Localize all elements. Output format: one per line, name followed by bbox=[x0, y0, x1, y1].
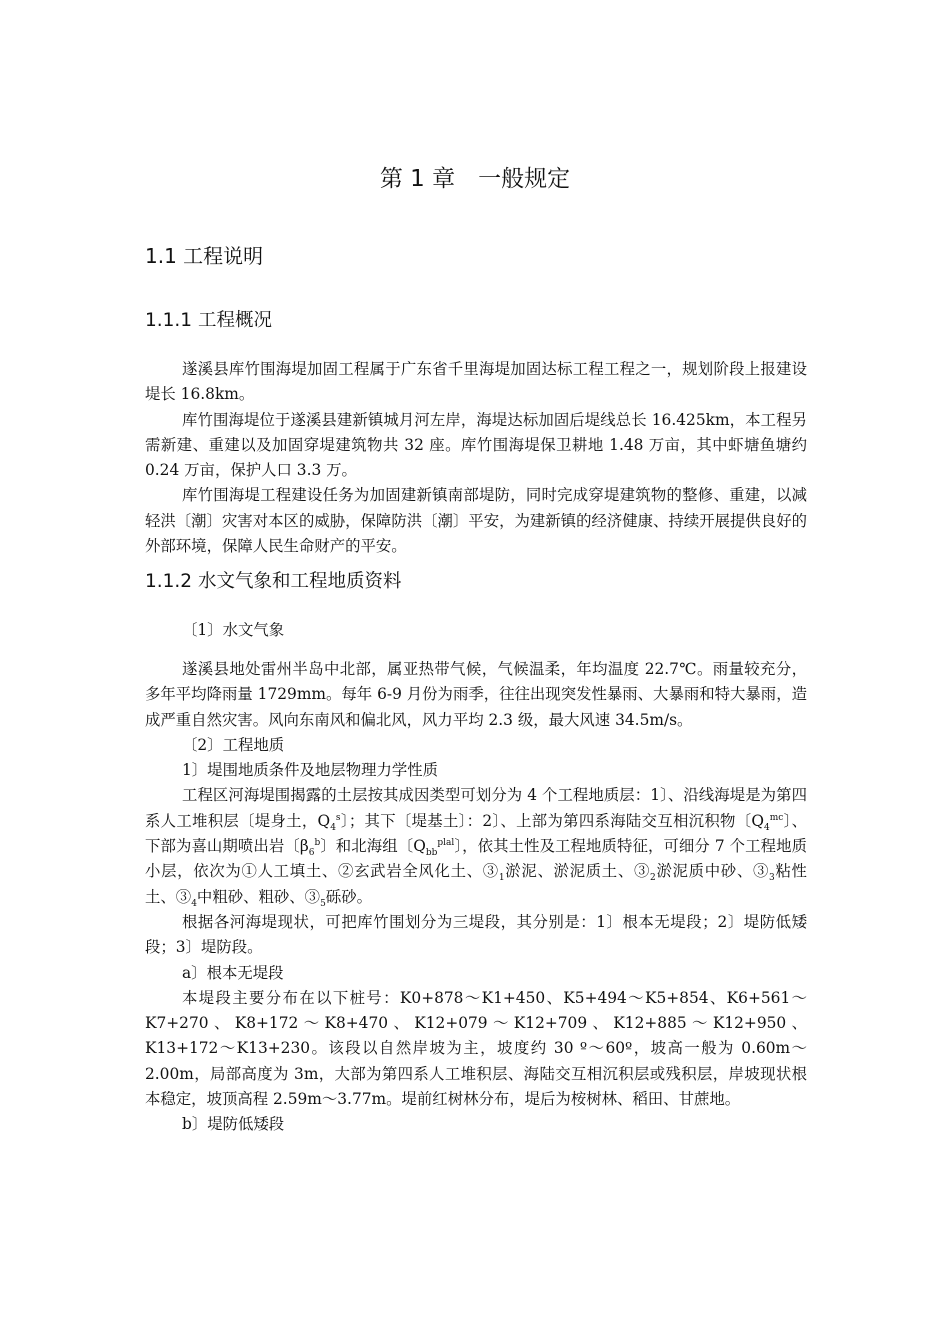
list-item: b〕堤防低矮段 bbox=[182, 1115, 285, 1134]
paragraph: 库竹围海堤位于遂溪县建新镇城月河左岸，海堤达标加固后堤线总长 16.425km，本工程另需新建、重建以及加固穿堤建筑物共 32 座。库竹围海堤保卫耕地 1.48 万亩，其中虾塘鱼塘约 0.24 万亩，保护人口 3.3 万。 bbox=[145, 410, 807, 480]
list-item-hydrology-heading bbox=[145, 618, 807, 643]
paragraph: 根据各河海堤现状，可把库竹围划分为三堤段，其分别是：1〕根本无堤段；2〕堤防低矮段；3〕堤防段。 bbox=[145, 912, 807, 957]
section-body-1-1-1 bbox=[145, 357, 807, 559]
paragraph: 遂溪县地处雷州半岛中北部，属亚热带气候，气候温柔，年均温度 22.7℃。雨量较充分，多年平均降雨量 1729mm。每年 6-9 月份为雨季，往往出现突发性暴雨、大暴雨和特大暴雨，造成严重自然灾害。风向东南风和偏北风，风力平均 2.3 级，最大风速 34.5m/s。 bbox=[145, 660, 807, 729]
section-body-1-1-2 bbox=[145, 657, 807, 1138]
section-heading-1-1-1: 1.1.1 工程概况 bbox=[145, 310, 272, 331]
paragraph: 遂溪县库竹围海堤加固工程属于广东省千里海堤加固达标工程工程之一，规划阶段上报建设堤长 16.8km。 bbox=[145, 360, 807, 404]
section-heading-1-1: 1.1 工程说明 bbox=[145, 244, 264, 268]
paragraph-geology: 工程区河海堤围揭露的土层按其成因类型可划分为 4 个工程地质层：1〕、沿线海堤是为第四系人工堆积层〔堤身土，$Q_4^s$〕；其下〔堤基土〕：2〕、上部为第四系海陆交互相沉积物〔$Q_4^{mc}$〕、下部为喜山期喷出岩〔$\beta_6^b$〕和北海组〔$Q_{bb}^{plal}$〕，依其土性及工程地质特征，可细分 7 个工程地质小层，依次为①人工填土、②玄武岩全风化土、$③_1$淤泥、淤泥质土、$③_2$淤泥质中砂、$③_3$粘性土、$③_4$中粗砂、粗砂、$③_5$砾砂。 bbox=[145, 786, 808, 909]
list-item: 〔1〕水文气象 bbox=[182, 621, 285, 639]
section-heading-1-1-2: 1.1.2 水文气象和工程地质资料 bbox=[145, 571, 402, 592]
paragraph: 本堤段主要分布在以下桩号：K0+878～K1+450、K5+494～K5+854、K6+561～K7+270、K8+172～K8+470、K12+079～K12+709、K12+885～K12+950、K13+172～K13+230。该段以自然岸坡为主，坡度约 30 º～60º，坡高一般为 0.60m～2.00m，局部高度为 3m，大部为第四系人工堆积层、海陆交互相沉积层或残积层，岸坡现状根本稳定，坡顶高程 2.59m～3.77m。堤前红树林分布，堤后为桉树林、稻田、甘蔗地。 bbox=[145, 988, 807, 1109]
chapter-title: 第 1 章 一般规定 bbox=[379, 166, 571, 192]
paragraph: 库竹围海堤工程建设任务为加固建新镇南部堤防，同时完成穿堤建筑物的整修、重建，以减轻洪〔潮〕灾害对本区的威胁，保障防洪〔潮〕平安，为建新镇的经济健康、持续开展提供良好的外部环境，保障人民生命财产的平安。 bbox=[145, 486, 807, 556]
list-item: 1〕堤围地质条件及地层物理力学性质 bbox=[182, 761, 439, 780]
list-item: a〕根本无堤段 bbox=[182, 963, 284, 982]
list-item: 〔2〕工程地质 bbox=[182, 735, 285, 754]
